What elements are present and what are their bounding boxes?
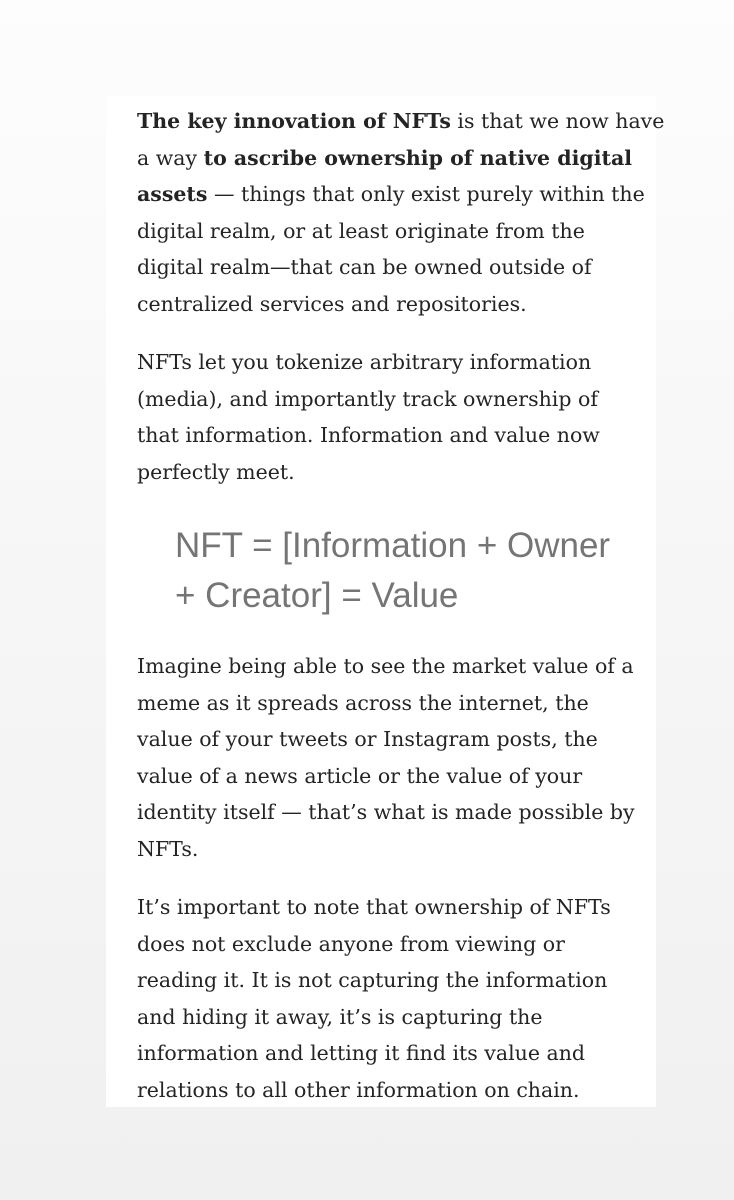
paragraph-line: perfectly meet. [137, 459, 295, 484]
paragraph-line: NFTs let you tokenize arbitrary information [137, 350, 592, 374]
bold-phrase: The key innovation of NFTs [137, 109, 451, 133]
text-run: — things that only exist purely within the [207, 182, 645, 207]
paragraph-key-innovation [137, 103, 665, 323]
text-run: a way [137, 145, 204, 170]
paragraph-line: digital realm, or at least originate from the [137, 218, 585, 243]
paragraph-line: value of a news article or the value of your [137, 763, 583, 788]
bold-phrase: assets [137, 182, 208, 207]
paragraph-ownership-note [137, 889, 631, 1109]
paragraph-line: centralized services and repositories. [137, 291, 527, 316]
paragraph-line: and hiding it away, it’s is capturing the [137, 1004, 543, 1029]
paragraph-line: Imagine being able to see the market value of a [137, 654, 634, 678]
text-run: is that we now have [450, 109, 665, 133]
paragraph-tokenize [137, 344, 631, 490]
paragraph-line [137, 103, 665, 140]
paragraph-line: meme as it spreads across the internet, the [137, 690, 589, 715]
paragraph-line: that information. Information and value now [137, 423, 600, 448]
paragraph-line: It’s important to note that ownership of NFTs [137, 895, 611, 919]
paragraph-line: relations to all other information on chain. [137, 1077, 580, 1102]
paragraph-imagine [137, 648, 635, 868]
paragraph-line: reading it. It is not capturing the information [137, 968, 608, 993]
paragraph-line: information and letting it find its value and [137, 1041, 586, 1066]
bold-phrase: to ascribe ownership of native digital [203, 145, 633, 170]
paragraph-line: value of your tweets or Instagram posts, the [137, 727, 598, 752]
paragraph-line: does not exclude anyone from viewing or [137, 931, 565, 956]
pull-quote-line: NFT = [Information + Owner [175, 526, 611, 565]
paragraph-line: digital realm—that can be owned outside of [137, 255, 592, 280]
paragraph-line: NFTs. [137, 836, 199, 861]
paragraph-line: (media), and importantly track ownership of [137, 386, 598, 411]
paragraph-line: identity itself — that’s what is made possible by [137, 800, 635, 825]
paragraph-line [137, 140, 631, 177]
paragraph-line [137, 176, 645, 213]
article-card [106, 96, 665, 1107]
pull-quote-line: + Creator] = Value [175, 576, 459, 615]
pull-quote [175, 521, 635, 621]
